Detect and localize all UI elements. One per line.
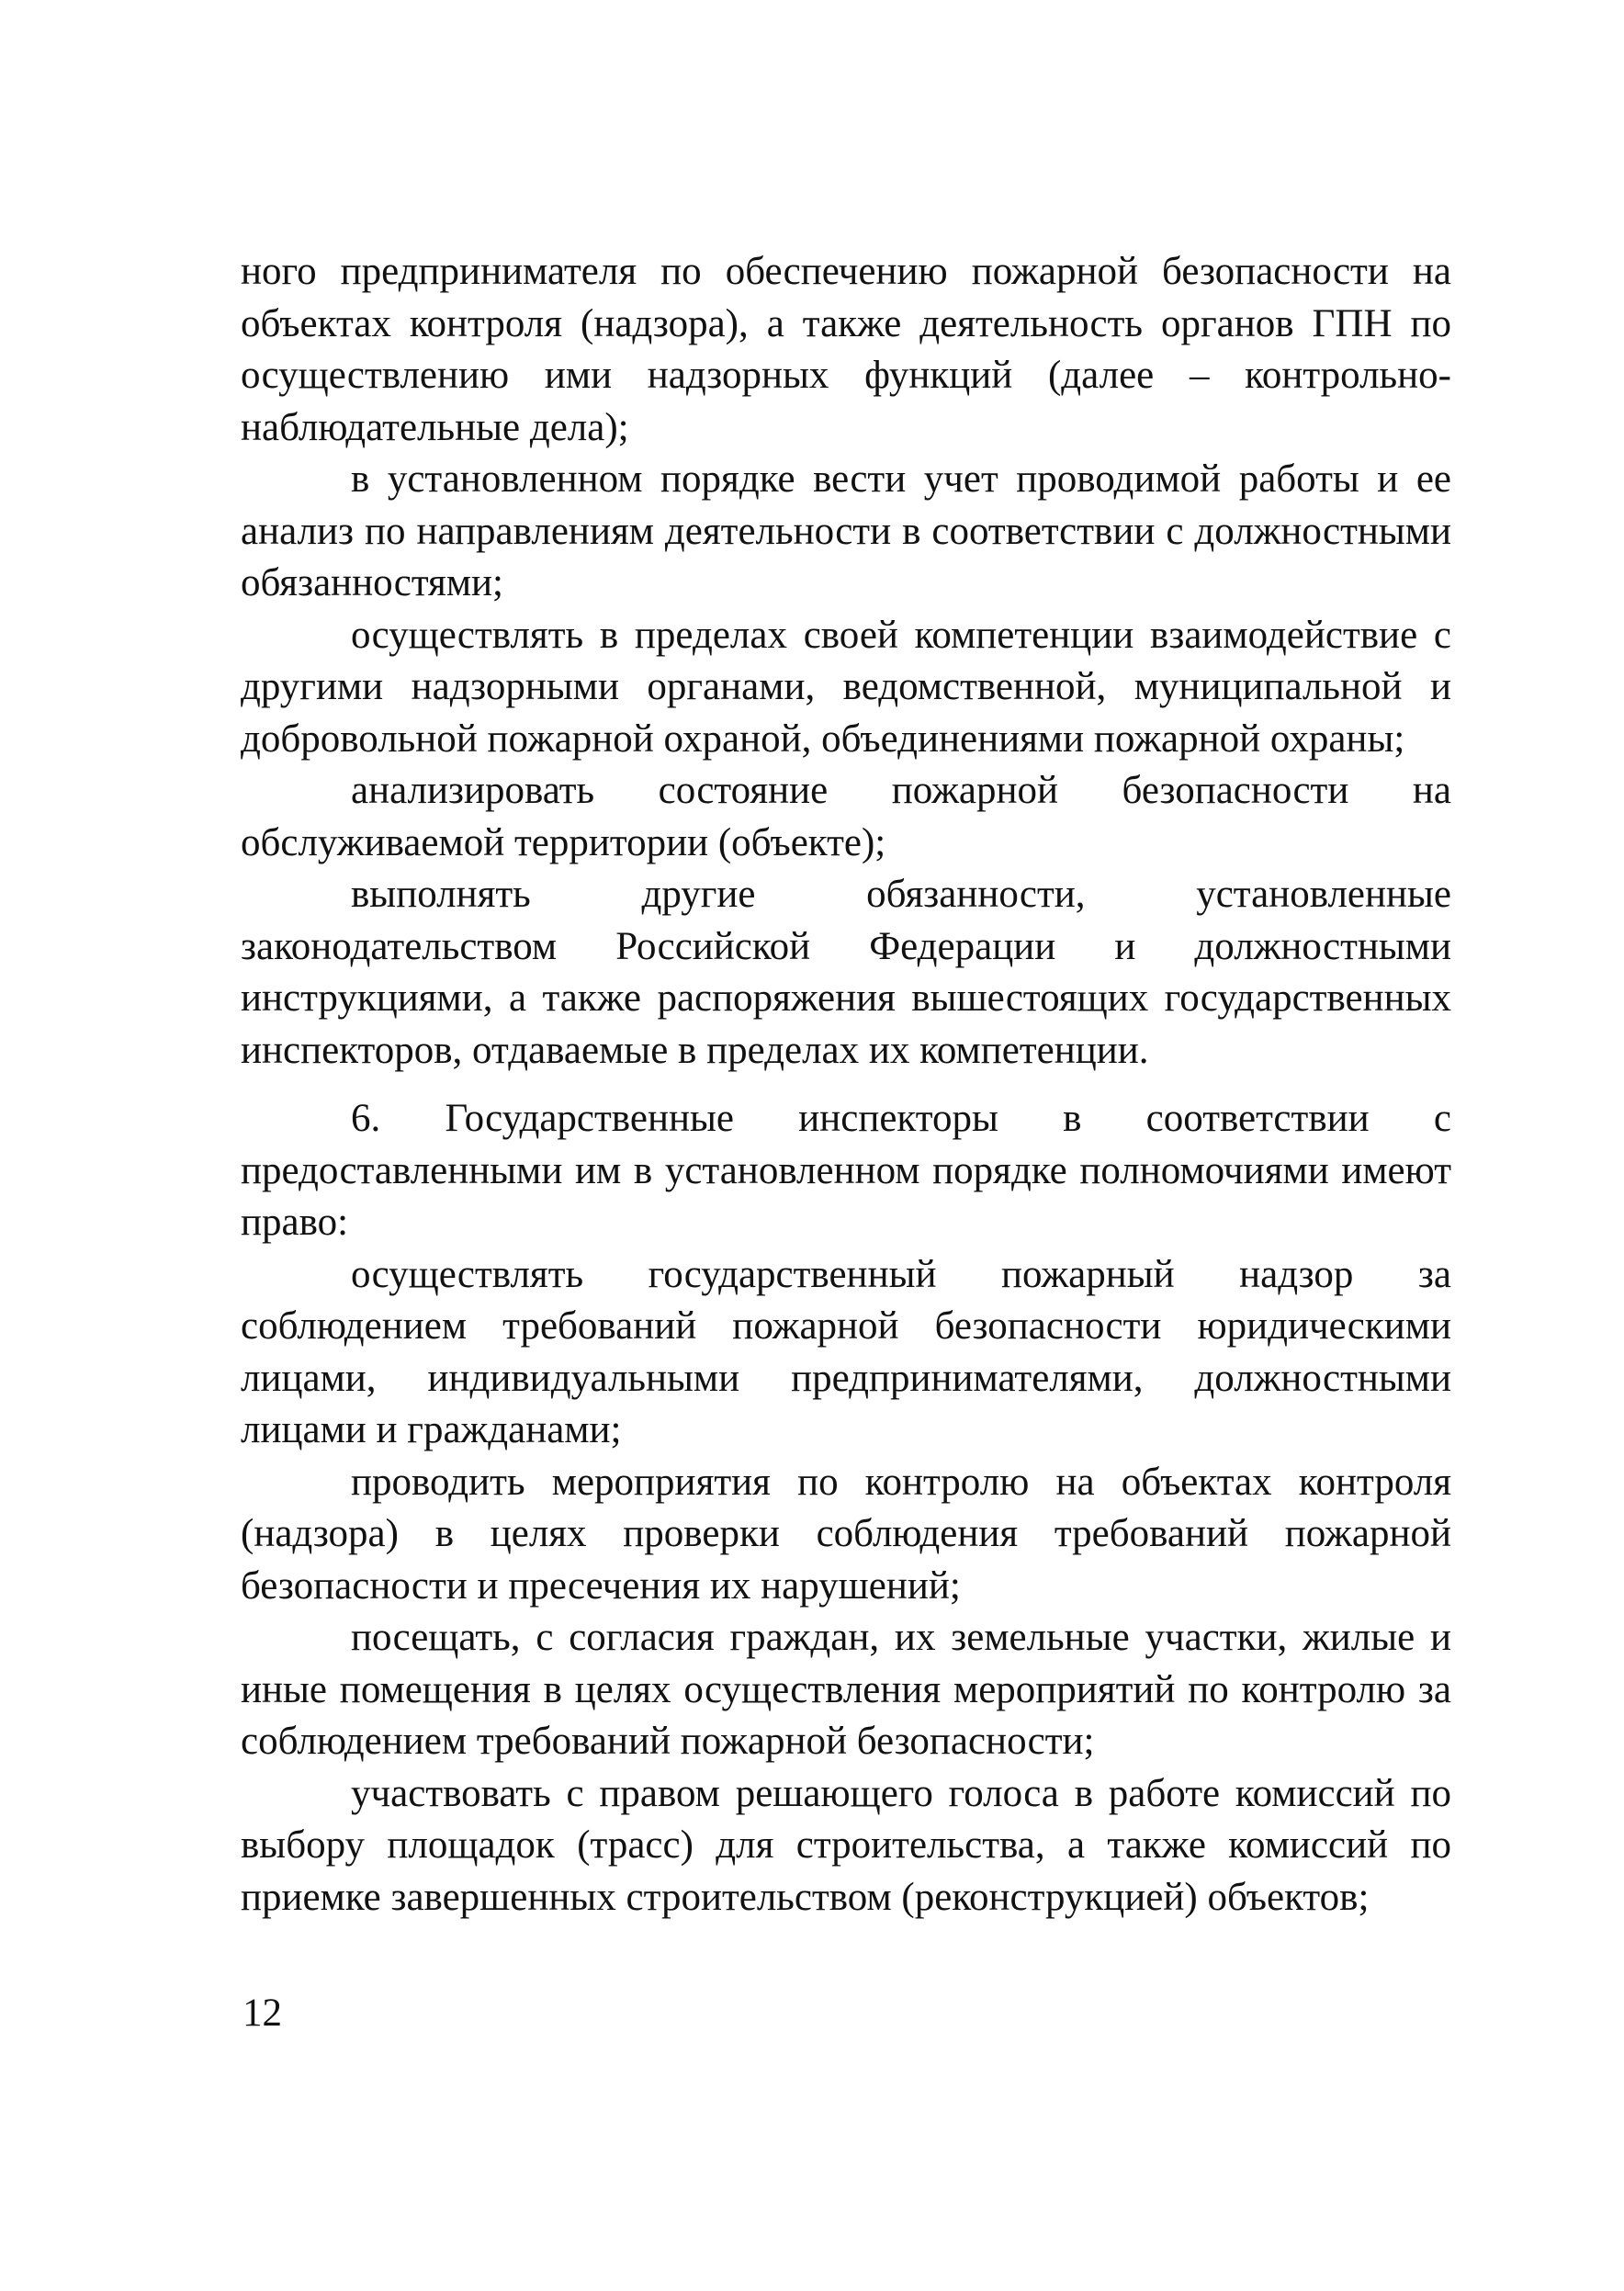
page-number: 12 — [242, 1992, 282, 2035]
body-text — [241, 246, 1451, 1924]
paragraph-interaction: осуществлять в пределах своей компетенции взаимодействие с другими надзорными органами, ведомственной, муниципальной и добровольной пожарной охраной, объединениями пожарной охраны; — [241, 613, 1451, 761]
paragraph-other-duties: выполнять другие обязанности, установленные законодательством Российской Федерации и должностными инструкциями, а также распоряжения вышестоящих государственных инспекторов, отдаваемые в пределах их компетенции. — [241, 873, 1451, 1072]
paragraph-supervision: осуществлять государственный пожарный надзор за соблюдением требований пожарной безопасности юридическими лицами, индивидуальными предпринимателями, должностными лицами и гражданами; — [241, 1252, 1451, 1451]
paragraph-continuation: ного предпринимателя по обеспечению пожарной безопасности на объектах контроля (надзора), а также деятельность органов ГПН по осуществлению ими надзорных функций (далее – контрольно-наблюдательные дела); — [241, 250, 1451, 449]
paragraph-control-measures: проводить мероприятия по контролю на объектах контроля (надзора) в целях проверки соблюдения требований пожарной безопасности и пресечения их нарушений; — [241, 1460, 1451, 1608]
paragraph-analysis: анализировать состояние пожарной безопасности на обслуживаемой территории (объекте); — [241, 769, 1451, 864]
paragraph-commissions: участвовать с правом решающего голоса в работе комиссий по выбору площадок (трасс) для строительства, а также комиссий по приемке завершенных строительством (реконструкцией) объектов; — [241, 1771, 1451, 1919]
paragraph-record-keeping: в установленном порядке вести учет проводимой работы и ее анализ по направлениям деятельности в соответствии с должностными обязанностями; — [241, 457, 1451, 604]
paragraph-section-6: 6. Государственные инспекторы в соответствии с предоставленными им в установленном порядке полномочиями имеют право: — [241, 1097, 1451, 1244]
paragraph-visits: посещать, с согласия граждан, их земельные участки, жилые и иные помещения в целях осуществления мероприятий по контролю за соблюдением требований пожарной безопасности; — [241, 1616, 1451, 1763]
